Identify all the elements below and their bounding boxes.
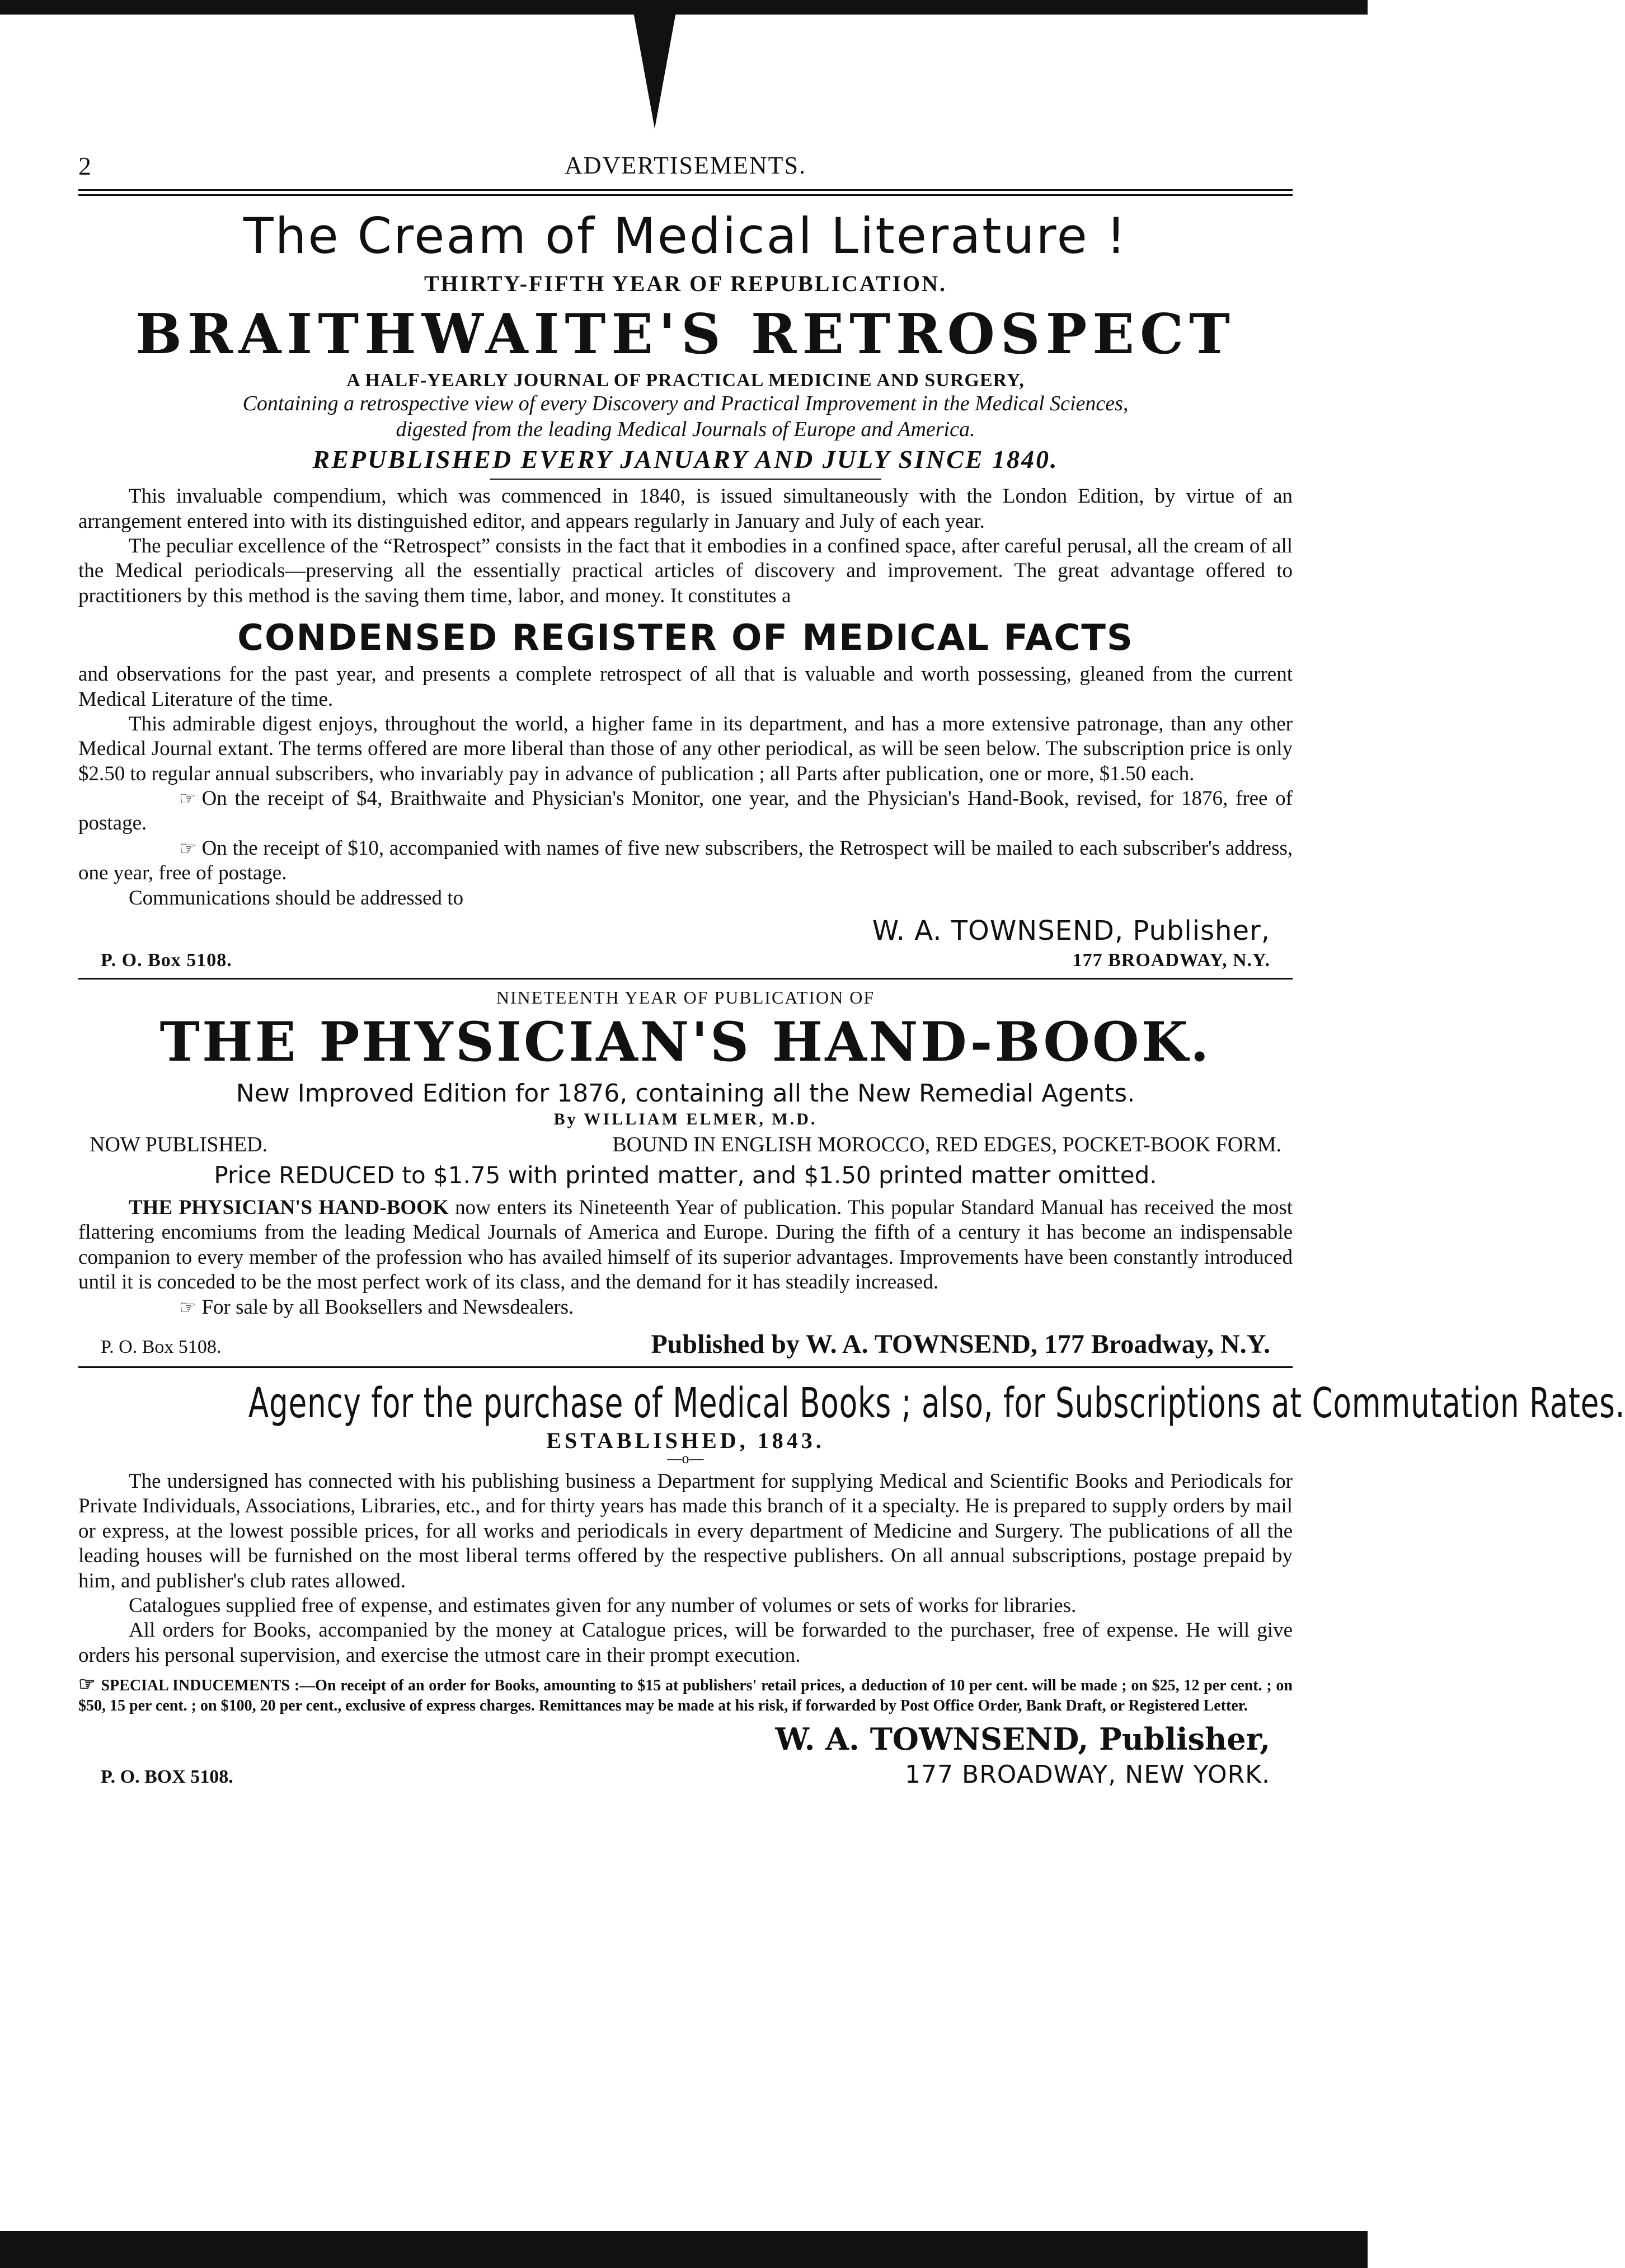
retrospect-offer [78,786,1293,836]
retrospect-paragraph: The peculiar excellence of the “Retrospect” consists in the fact that it embodies in a confined space, after careful perusal, all the cream of all the Medical periodicals—preserving all the essentially practical articles of discovery and improvement. The great advantage offered to practitioners by this method is the saving them time, labor, and money. It constitutes a [78,534,1293,607]
handbook-publisher-row [78,1329,1293,1360]
page-number: 2 [78,152,91,180]
special-text: SPECIAL INDUCEMENTS :—On receipt of an order for Books, amounting to $15 at publishers' retail prices, a deduction of 10 per cent. will be made ; on $25, 12 per cent. ; on $50, 15 per cent. ; on $100, 20 per cent., exclusive of express charges. Remittances may be made at his risk, if forwarded by Post Office Order, Bank Draft, or Registered Letter. [78,1677,1293,1714]
handbook-text: now enters its Nineteenth Year of publication. This popular Standard Manual has received the most flattering encomiums from the leading Medical Journals of America and Europe. During the fifth of a century it has become an indispensable companion to every member of the profession who has availed himself of its superior advantages. Improvements have been constantly introduced until it is conceded to be the most perfect work of its class, and the demand for it has steadily increased. [78,1196,1293,1294]
retrospect-advertisement [78,207,1293,971]
agency-address-row [78,1760,1293,1789]
agency-paragraph: The undersigned has connected with his publishing business a Department for supplying Medical and Scientific Books and Periodicals for Private Individuals, Associations, Libraries, etc., and for thirty years has made this branch of it a specialty. He is prepared to supply orders by mail or express, at the lowest possible prices, for all works and periodicals in every department of Medicine and Surgery. The publications of all the leading houses will be furnished on the most liberal terms offered by the respective publishers. On all annual subscriptions, postage prepaid by him, and publisher's club rates allowed. [78,1470,1293,1592]
retrospect-paragraph: Communications should be addressed to [129,886,464,910]
po-box: P. O. Box 5108. [101,950,232,971]
pointing-hand-icon: ☞ [179,1297,196,1318]
agency-publisher: W. A. TOWNSEND, Publisher, [775,1721,1270,1757]
agency-paragraph: All orders for Books, accompanied by the money at Catalogue prices, will be forwarded to the purchaser, free of expense. He will give orders his personal supervision, and exercise the utmost care in their prompt execution. [78,1619,1293,1667]
divider [490,479,881,480]
handbook-paragraph [78,1196,1293,1295]
handbook-year-line: NINETEENTH YEAR OF PUBLICATION OF [496,987,875,1008]
section-rule [78,1366,1293,1368]
established-line: ESTABLISHED, 1843. [546,1428,825,1453]
retrospect-subtitle: A HALF-YEARLY JOURNAL OF PRACTICAL MEDICINE AND SURGERY, [346,370,1025,391]
retrospect-paragraph: This admirable digest enjoys, throughout the world, a higher fame in its department, and has a more extensive patronage, than any other Medical Journal extant. The terms offered are more liberal than those of any other periodical, as will be seen below. The subscription price is only $2.50 to regular annual subscribers, who invariably pay in advance of publication ; all Parts after publication, one or more, $1.50 each. [78,712,1293,785]
now-published: NOW PUBLISHED. [90,1133,268,1157]
page-header [78,146,1293,181]
offer-text: On the receipt of $4, Braithwaite and Physician's Monitor, one year, and the Physician's Hand-Book, revised, for 1876, free of postage. [78,787,1293,835]
special-inducements [78,1674,1293,1715]
offer-text: On the receipt of $10, accompanied with names of five new subscribers, the Retrospect will be mailed to each subscriber's address, one year, free of postage. [78,836,1293,885]
ornament-divider: —o— [667,1450,704,1466]
pointing-hand-icon: ☞ [179,838,196,859]
handbook-title: THE PHYSICIAN'S HAND-BOOK. [159,1010,1211,1074]
page [78,146,1625,1789]
pointing-hand-icon: ☞ [179,789,196,810]
po-box: P. O. Box 5108. [101,1337,222,1357]
agency-paragraph: Catalogues supplied free of expense, and estimates given for any number of volumes or sets of works for libraries. [129,1594,1077,1617]
handbook-advertisement [78,987,1293,1360]
retrospect-year-line: THIRTY-FIFTH YEAR OF REPUBLICATION. [424,271,947,296]
header-rule [78,189,1293,196]
retrospect-address-row [78,950,1293,971]
handbook-lead: THE PHYSICIAN'S HAND-BOOK [129,1196,449,1220]
sale-text: For sale by all Booksellers and Newsdealers. [201,1295,574,1319]
street-address: 177 BROADWAY, N.Y. [1072,950,1270,971]
retrospect-offer [78,836,1293,886]
agency-advertisement [78,1379,1625,1789]
retrospect-description-line2: digested from the leading Medical Journals of Europe and America. [396,417,975,441]
retrospect-headline: The Cream of Medical Literature ! [243,207,1128,265]
handbook-price: Price REDUCED to $1.75 with printed matter, and $1.50 printed matter omitted. [214,1161,1157,1189]
retrospect-description-line1: Containing a retrospective view of every Discovery and Practical Improvement in the Medical Sciences, [242,392,1129,415]
handbook-edition: New Improved Edition for 1876, containing all the New Remedial Agents. [236,1079,1135,1108]
top-wedge-mark [631,0,678,129]
retrospect-paragraph: and observations for the past year, and presents a complete retrospect of all that is valuable and worth possessing, gleaned from the current Medical Literature of the time. [78,663,1293,711]
condensed-register-heading: CONDENSED REGISTER OF MEDICAL FACTS [237,617,1134,659]
retrospect-publisher: W. A. TOWNSEND, Publisher, [872,915,1270,947]
street-address: 177 BROADWAY, NEW YORK. [905,1760,1270,1789]
retrospect-paragraph: This invaluable compendium, which was commenced in 1840, is issued simultaneously with the London Edition, by virtue of an arrangement entered into with its distinguished editor, and appears regularly in January and July of each year. [78,485,1293,533]
pointing-hand-icon: ☞ [78,1674,96,1695]
published-by: Published by W. A. TOWNSEND, 177 Broadway, N.Y. [651,1329,1270,1359]
po-box: P. O. BOX 5108. [101,1766,233,1787]
section-rule [78,978,1293,980]
handbook-author: By WILLIAM ELMER, M.D. [553,1110,818,1129]
handbook-sale [78,1295,1293,1320]
retrospect-name: BRAITHWAITE'S RETROSPECT [135,302,1236,367]
top-border [0,0,1368,15]
retrospect-republished: REPUBLISHED EVERY JANUARY AND JULY SINCE 1840. [312,445,1059,474]
agency-title: Agency for the purchase of Medical Books ; also, for Subscriptions at Commutation Rates. [248,1379,1625,1427]
binding-info: BOUND IN ENGLISH MOROCCO, RED EDGES, POCKET-BOOK FORM. [612,1133,1281,1157]
running-head: ADVERTISEMENTS. [565,152,806,179]
bottom-border [0,2231,1368,2268]
handbook-binding-row [78,1132,1293,1157]
